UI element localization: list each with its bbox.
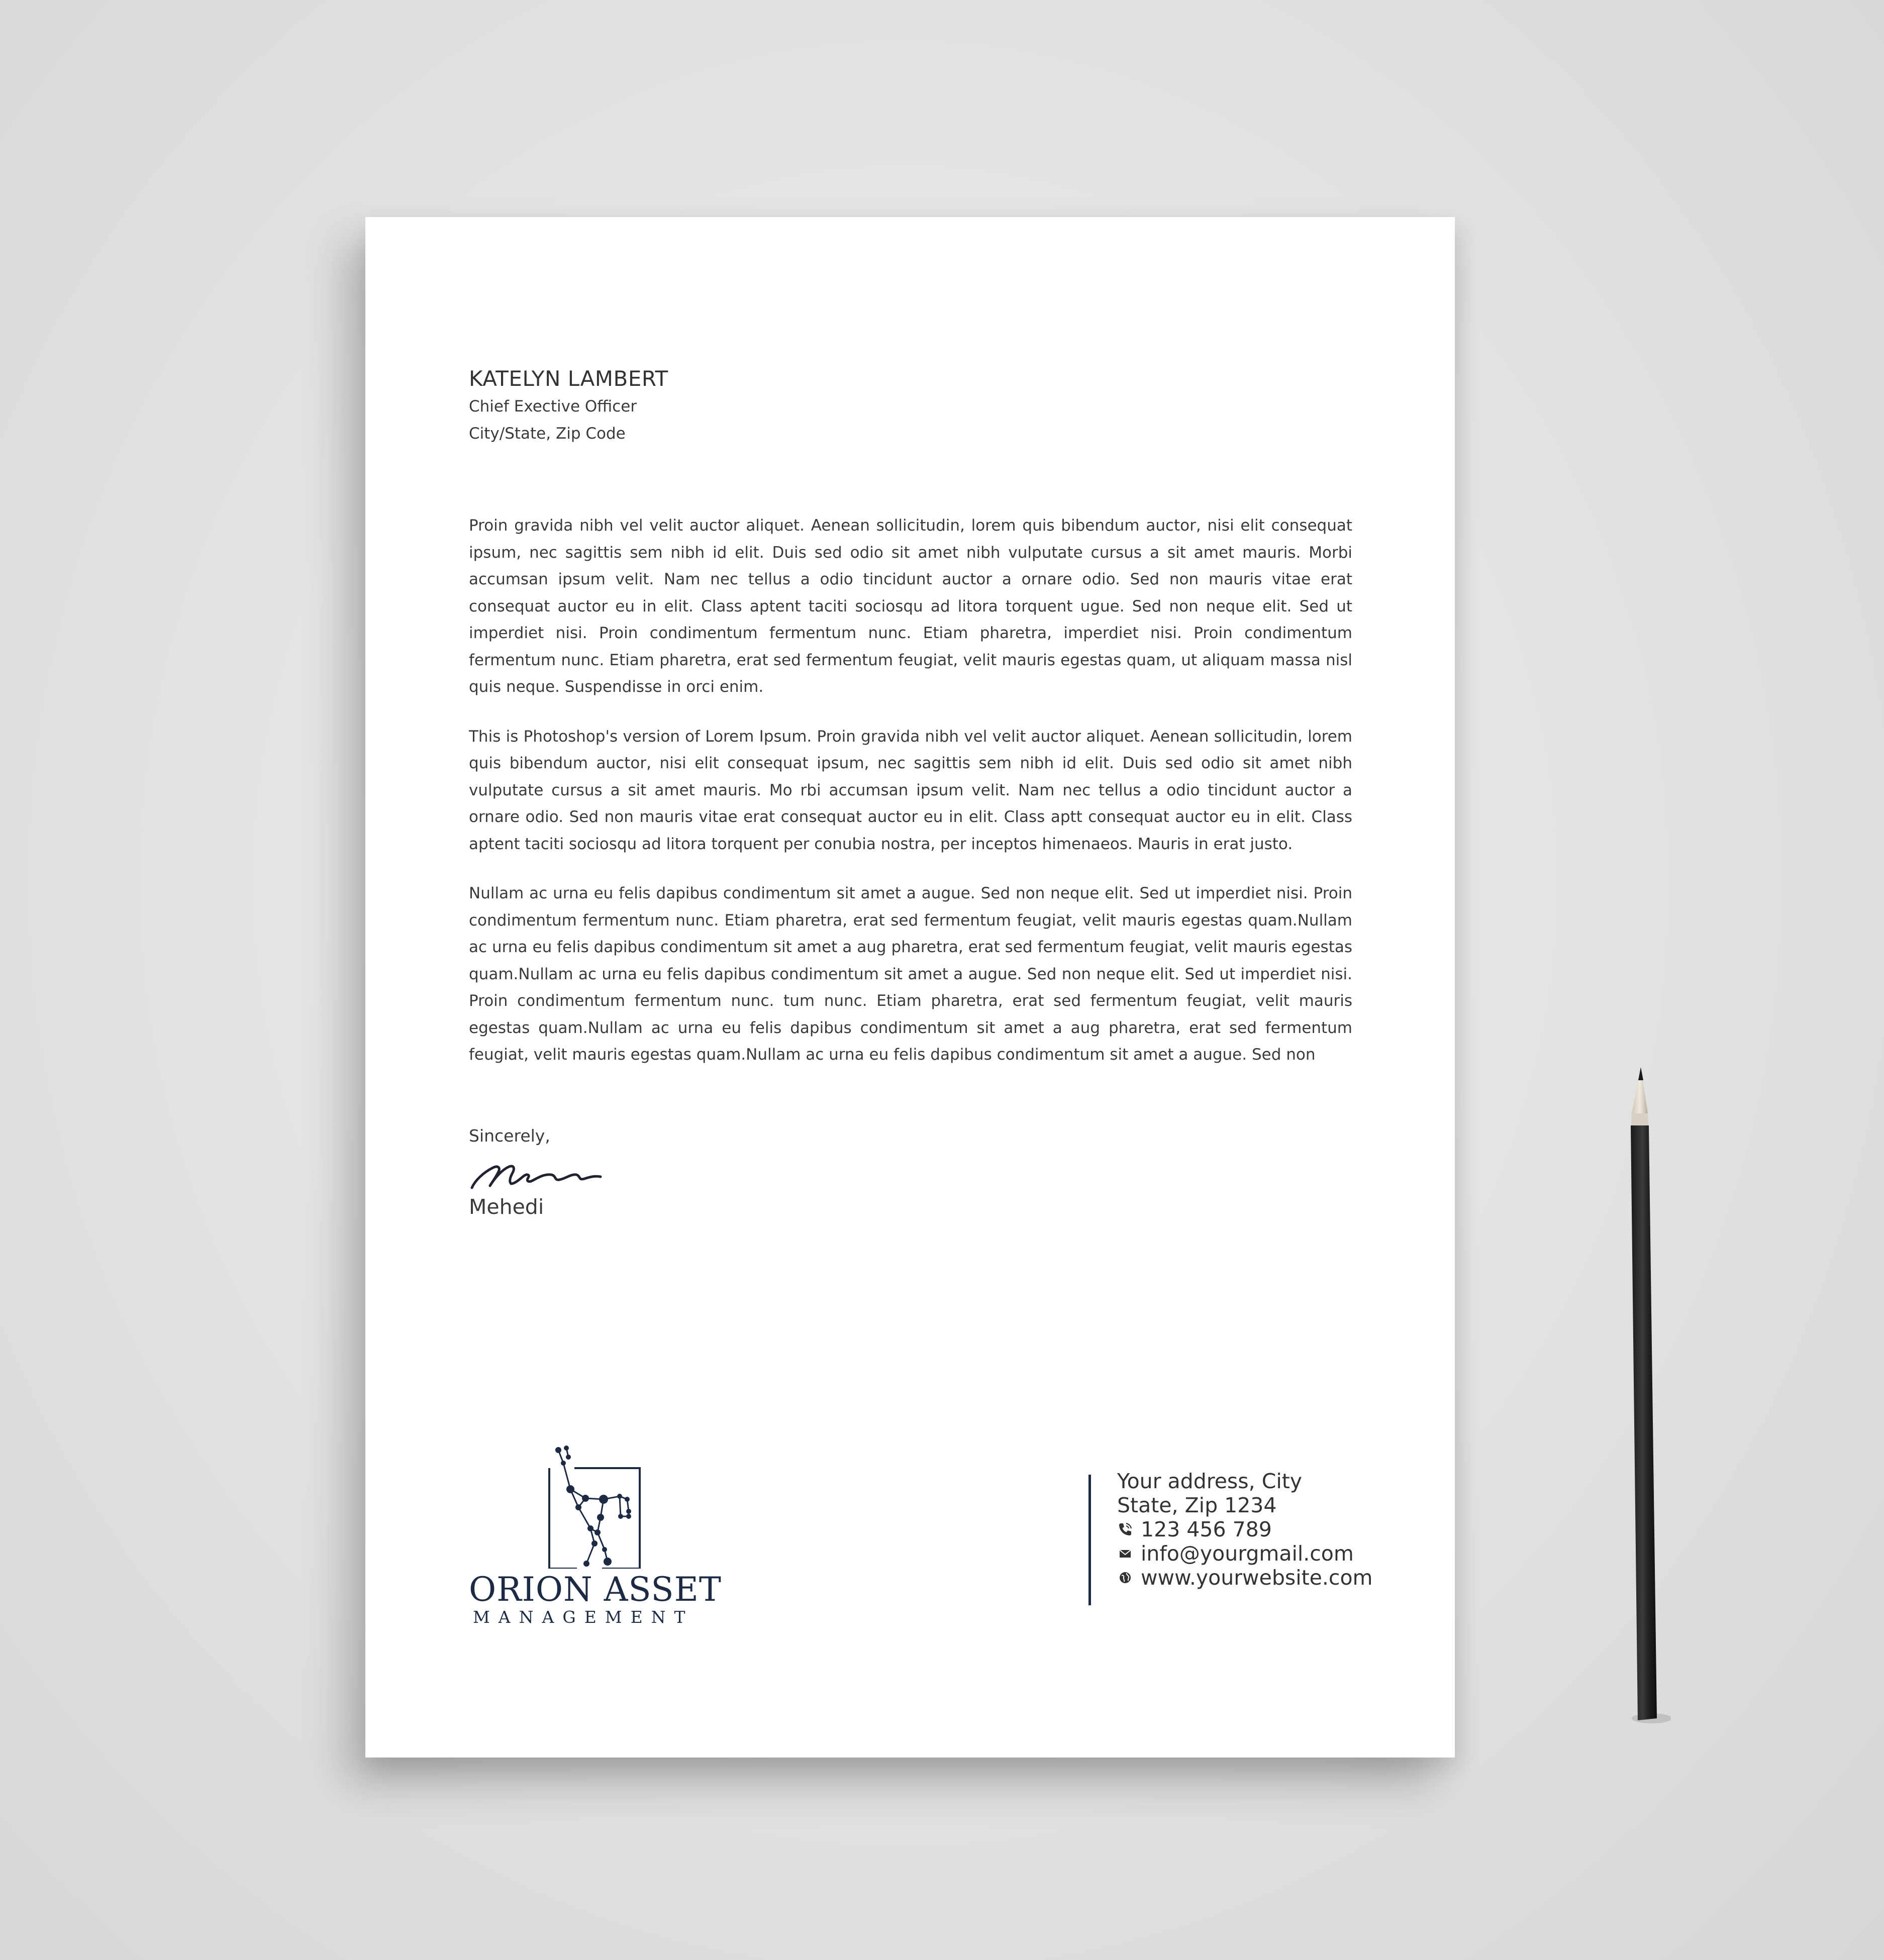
letterhead-paper [365, 217, 1455, 1758]
contact-divider [1088, 1475, 1091, 1605]
recipient-title: Chief Exective Officer [469, 397, 637, 416]
phone-number: 123 456 789 [1141, 1517, 1272, 1541]
logo-wordmark: ORION ASSET [469, 1570, 722, 1609]
body-paragraph: Nullam ac urna eu felis dapibus condimentum sit amet a augue. Sed non neque elit. Sed ut imperdiet nisi. Proin condimentum fermentum nunc. Etiam pharetra, erat sed fermentum feugiat, velit mauris egestas quam.Nullam ac urna eu felis dapibus condimentum sit amet a aug pharetra, erat sed fermentum feugiat, velit mauris egestas quam.Nullam ac urna eu felis dapibus condimentum sit amet a augue. Sed non neque elit. Sed ut imperdiet nisi. Proin condimentum fermentum nunc. tum nunc. Etiam pharetra, erat sed fermentum feugiat, velit mauris egestas quam.Nullam ac urna eu felis dapibus condimentum sit amet a aug pharetra, erat sed fermentum feugiat, velit mauris egestas quam.Nullam ac urna eu felis dapibus condimentum sit amet a augue. Sed non [469, 884, 1352, 1064]
recipient-block [469, 365, 668, 447]
pencil-prop [1616, 1065, 1671, 1728]
company-logo [469, 1443, 735, 1627]
website-row [1117, 1566, 1399, 1590]
address-line-1: Your address, City [1117, 1469, 1303, 1493]
envelope-icon [1117, 1545, 1133, 1562]
email-row [1117, 1541, 1399, 1566]
handwritten-signature [469, 1153, 605, 1193]
body-paragraph: This is Photoshop's version of Lorem Ipsum. Proin gravida nibh vel velit auctor aliquet. Aenean sollicitudin, lorem quis bibendum auctor, nisi elit consequat ipsum, nec sagittis sem nibh id elit. Duis sed odio sit amet nibh vulputate cursus a sit amet mauris. Mo rbi accumsan ipsum velit. Nam nec tellus a odio tincidunt auctor a ornare odio. Sed non mauris vitae erat consequat auctor eu in elit. Class aptt consequat auctor eu in elit. Class aptent taciti sociosqu ad litora torquent per conubia nostra, per inceptos himenaeos. Mauris in erat justo. [469, 727, 1352, 853]
orion-constellation-icon [544, 1443, 645, 1569]
letter-body [469, 512, 1352, 1091]
website-url: www.yourwebsite.com [1141, 1566, 1373, 1590]
phone-icon [1117, 1521, 1133, 1537]
body-paragraph: Proin gravida nibh vel velit auctor aliquet. Aenean sollicitudin, lorem quis bibendum auctor, nisi elit consequat ipsum, nec sagittis sem nibh id elit. Duis sed odio sit amet nibh vulputate cursus a sit amet mauris. Morbi accumsan ipsum velit. Nam nec tellus a odio tincidunt auctor a ornare odio. Sed non mauris vitae erat consequat auctor eu in elit. Class aptent taciti sociosqu ad litora torquent ugue. Sed non neque elit. Sed ut imperdiet nisi. Proin condimentum fermentum nunc. Etiam pharetra, imperdiet nisi. Proin condimentum fermentum nunc. Etiam pharetra, erat sed fermentum feugiat, velit mauris egestas quam, ut aliquam massa nisl quis neque. Suspendisse in orci enim. [469, 517, 1352, 696]
closing-block [469, 1123, 605, 1221]
recipient-location: City/State, Zip Code [469, 425, 626, 443]
globe-icon [1117, 1570, 1133, 1586]
address-line-2: State, Zip 1234 [1117, 1493, 1277, 1517]
recipient-name: KATELYN LAMBERT [469, 366, 668, 391]
email-address: info@yourgmail.com [1141, 1541, 1354, 1566]
signer-name: Mehedi [469, 1195, 544, 1219]
sign-off: Sincerely, [469, 1126, 550, 1146]
contact-block [1117, 1469, 1399, 1590]
phone-row [1117, 1517, 1399, 1541]
logo-subtitle: MANAGEMENT [473, 1607, 694, 1627]
